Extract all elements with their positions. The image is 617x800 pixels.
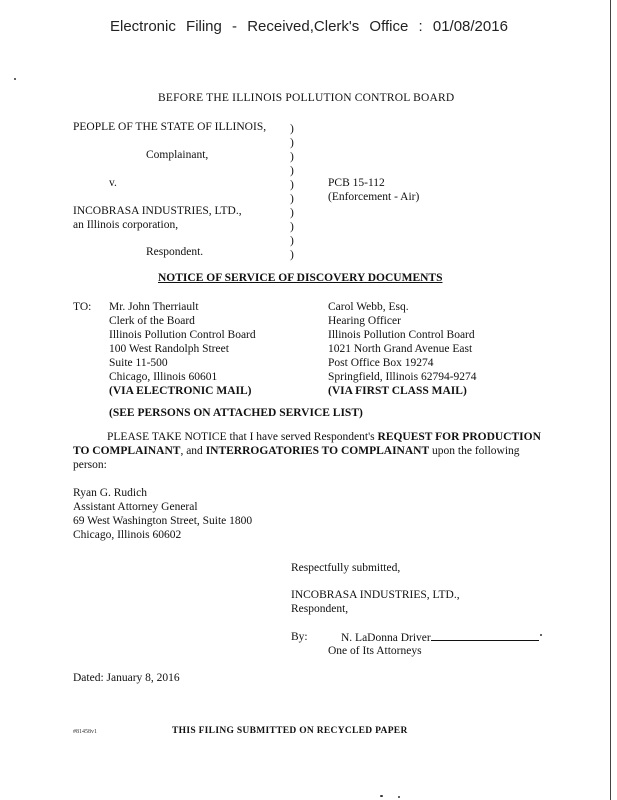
scan-speck [380, 795, 383, 797]
signer-name: N. LaDonna Driver [341, 632, 431, 644]
scan-edge [610, 0, 611, 800]
board-title: BEFORE THE ILLINOIS POLLUTION CONTROL BOARD [158, 92, 455, 104]
notice-text: PLEASE TAKE NOTICE that I have served Respondent's [107, 431, 378, 443]
filing-stamp: Electronic Filing - Received,Clerk's Office : 01/08/2016 [110, 18, 508, 35]
recipient-line: Illinois Pollution Control Board [109, 329, 256, 341]
recipient-line: 100 West Randolph Street [109, 343, 229, 355]
respondent-party: INCOBRASA INDUSTRIES, LTD., [73, 205, 242, 217]
recipient-line: Carol Webb, Esq. [328, 301, 409, 313]
case-type: (Enforcement - Air) [328, 191, 420, 203]
scan-speck [14, 78, 16, 80]
address-line: Ryan G. Rudich [73, 487, 147, 499]
document-title: INTERROGATORIES TO COMPLAINANT [205, 445, 430, 457]
respondent-label: Respondent. [146, 246, 204, 258]
recipient-line: Suite 11-500 [109, 357, 168, 369]
caption-parens [290, 122, 294, 262]
service-list-note: (SEE PERSONS ON ATTACHED SERVICE LIST) [109, 407, 363, 419]
document-code: #81458v1 [73, 729, 97, 735]
respondent-description: an Illinois corporation, [73, 219, 179, 231]
recipient-line: Mr. John Therriault [109, 301, 199, 313]
by-label: By: [291, 631, 308, 643]
paren: ) [290, 193, 294, 205]
to-label: TO: [73, 301, 92, 313]
recipient-line: Clerk of the Board [109, 315, 195, 327]
scan-speck [540, 634, 542, 636]
recipient-hearing-officer [328, 300, 477, 398]
served-person [73, 486, 252, 542]
attorney-line: One of Its Attorneys [328, 645, 422, 657]
recipient-line: Chicago, Illinois 60601 [109, 371, 218, 383]
complainant-party: PEOPLE OF THE STATE OF ILLINOIS, [73, 121, 267, 133]
signature-line [341, 630, 539, 645]
paren: ) [290, 207, 294, 219]
notice-title: NOTICE OF SERVICE OF DISCOVERY DOCUMENTS [158, 272, 443, 284]
scan-speck [398, 796, 400, 798]
address-line: Chicago, Illinois 60602 [73, 529, 182, 541]
recycled-paper-note: THIS FILING SUBMITTED ON RECYCLED PAPER [172, 726, 408, 736]
firm-role: Respondent, [291, 603, 349, 615]
recipient-line: Illinois Pollution Control Board [328, 329, 475, 341]
recipient-line: Post Office Box 19274 [328, 357, 434, 369]
closing: Respectfully submitted, [291, 562, 401, 574]
notice-paragraph [73, 430, 543, 472]
notice-text: upon the following person: [73, 445, 520, 471]
case-number: PCB 15-112 [328, 177, 385, 189]
paren: ) [290, 235, 294, 247]
complainant-label: Complainant, [146, 149, 209, 161]
recipient-line: Springfield, Illinois 62794-9274 [328, 371, 477, 383]
signature-underline [431, 630, 539, 641]
recipient-line: 1021 North Grand Avenue East [328, 343, 473, 355]
recipient-clerk [109, 300, 256, 398]
paren: ) [290, 179, 294, 191]
paren: ) [290, 137, 294, 149]
recipient-line: Hearing Officer [328, 315, 401, 327]
notice-text: , and [180, 445, 206, 457]
firm-name: INCOBRASA INDUSTRIES, LTD., [291, 589, 460, 601]
address-line: Assistant Attorney General [73, 501, 198, 513]
paren: ) [290, 249, 294, 261]
delivery-method: (VIA ELECTRONIC MAIL) [109, 385, 252, 397]
delivery-method: (VIA FIRST CLASS MAIL) [328, 385, 467, 397]
document-title: REQUEST FOR PRODUCTION TO COMPLAINANT [73, 431, 541, 457]
paren: ) [290, 165, 294, 177]
dated: Dated: January 8, 2016 [73, 672, 180, 684]
paren: ) [290, 151, 294, 163]
address-line: 69 West Washington Street, Suite 1800 [73, 515, 253, 527]
versus: v. [109, 177, 117, 189]
paren: ) [290, 123, 294, 135]
paren: ) [290, 221, 294, 233]
